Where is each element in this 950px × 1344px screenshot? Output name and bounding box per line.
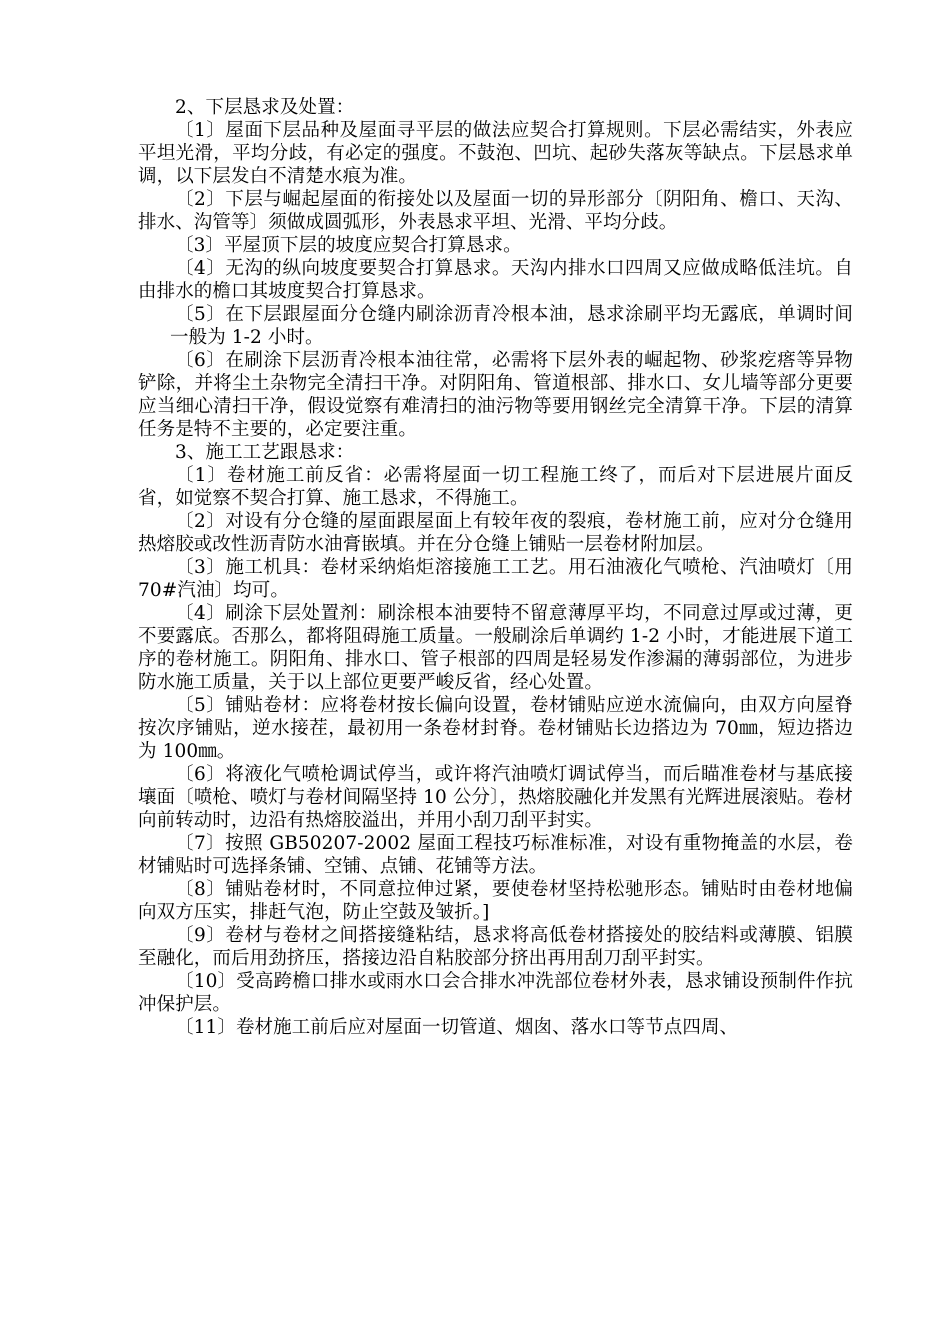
paragraph: 〔9〕卷材与卷材之间搭接缝粘结，恳求将高低卷材搭接处的胶结料或薄膜、铝膜至融化，而后用劲挤压，搭接边沿自粘胶部分挤出再用刮刀刮平封实。 <box>138 925 853 969</box>
document-body <box>138 96 853 1039</box>
paragraph: 〔11〕卷材施工前后应对屋面一切管道、烟囱、落水口等节点四周、 <box>175 1017 739 1038</box>
paragraph: 〔2〕对设有分仓缝的屋面跟屋面上有较年夜的裂痕，卷材施工前，应对分仓缝用热熔胶或改性沥青防水油膏嵌填。并在分仓缝上铺贴一层卷材附加层。 <box>138 511 853 555</box>
paragraph: 〔5〕在下层跟屋面分仓缝内刷涂沥青冷根本油，恳求涂刷平均无露底，单调时间一般为 1-2 小时。 <box>170 304 853 348</box>
paragraph: 〔1〕屋面下层品种及屋面寻平层的做法应契合打算规则。下层必需结实，外表应平坦光滑，平均分歧，有必定的强度。不鼓泡、凹坑、起砂失落灰等缺点。下层恳求单调，以下层发白不清楚水痕为准。 <box>138 120 853 187</box>
paragraph: 〔4〕刷涂下层处置剂：刷涂根本油要特不留意薄厚平均，不同意过厚或过薄，更不要露底。否那么，都将阻碍施工质量。一般刷涂后单调约 1-2 小时，才能进展下道工序的卷材施工。阴阳角、排水口、管子根部的四周是轻易发作渗漏的薄弱部位，为进步防水施工质量，关于以上部位更要严峻反省，经心处置。 <box>138 603 853 693</box>
section-heading: 2、下层恳求及处置： <box>175 97 355 118</box>
paragraph: 〔6〕将液化气喷枪调试停当，或许将汽油喷灯调试停当，而后瞄准卷材与基底接壤面〔喷枪、喷灯与卷材间隔坚持 10 公分〕，热熔胶融化并发黑有光辉进展滚贴。卷材向前转动时，边沿有热熔胶溢出，并用小刮刀刮平封实。 <box>138 764 853 831</box>
paragraph: 〔10〕受高跨檐口排水或雨水口会合排水冲洗部位卷材外表，恳求铺设预制件作抗冲保护层。 <box>138 971 853 1015</box>
paragraph: 〔2〕下层与崛起屋面的衔接处以及屋面一切的异形部分〔阴阳角、檐口、天沟、排水、沟管等〕须做成圆弧形，外表恳求平坦、光滑、平均分歧。 <box>138 189 853 233</box>
section-heading: 3、施工工艺跟恳求： <box>175 442 355 463</box>
paragraph: 〔8〕铺贴卷材时，不同意拉伸过紧，要使卷材坚持松驰形态。铺贴时由卷材地偏向双方压实，排赶气泡，防止空鼓及皱折。] <box>138 879 853 923</box>
paragraph: 〔3〕施工机具：卷材采纳焰炬溶接施工工艺。用石油液化气喷枪、汽油喷灯〔用 70#汽油〕均可。 <box>138 557 853 601</box>
paragraph: 〔5〕铺贴卷材：应将卷材按长偏向设置，卷材铺贴应逆水流偏向，由双方向屋脊按次序铺贴，逆水接茬，最初用一条卷材封脊。卷材铺贴长边搭边为 70㎜，短边搭边为 100㎜。 <box>138 695 853 762</box>
paragraph: 〔7〕按照 GB50207-2002 屋面工程技巧标准标准，对设有重物掩盖的水层，卷材铺贴时可选择条铺、空铺、点铺、花铺等方法。 <box>138 833 853 877</box>
paragraph: 〔3〕平屋顶下层的坡度应契合打算恳求。 <box>175 235 522 256</box>
paragraph: 〔1〕卷材施工前反省：必需将屋面一切工程施工终了，而后对下层进展片面反省，如觉察不契合打算、施工恳求，不得施工。 <box>138 465 853 509</box>
paragraph: 〔6〕在刷涂下层沥青冷根本油往常，必需将下层外表的崛起物、砂浆疙瘩等异物铲除，并将尘土杂物完全清扫干净。对阴阳角、管道根部、排水口、女儿墙等部分更要应当细心清扫干净，假设觉察有难清扫的油污物等要用钢丝完全清算干净。下层的清算任务是特不主要的，必定要注重。 <box>138 350 853 440</box>
paragraph: 〔4〕无沟的纵向坡度要契合打算恳求。天沟内排水口四周又应做成略低洼坑。自由排水的檐口其坡度契合打算恳求。 <box>138 258 853 302</box>
